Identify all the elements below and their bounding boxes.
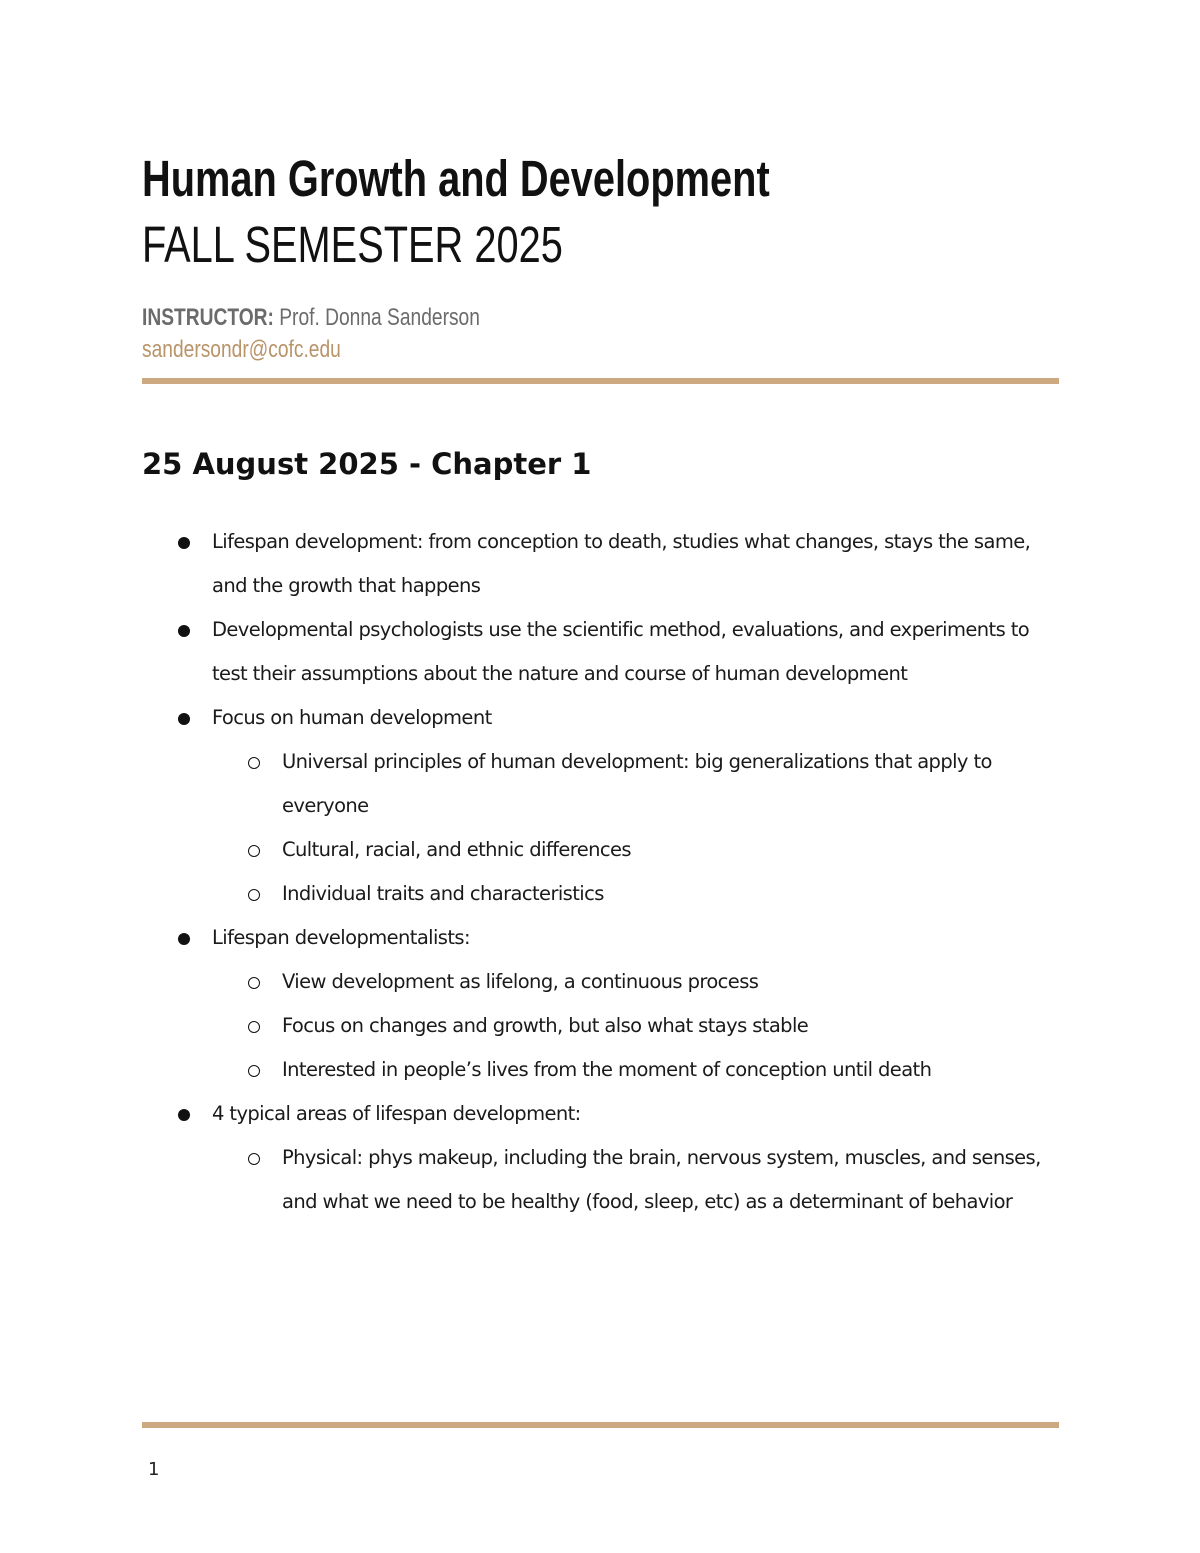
hollow-bullet-icon bbox=[248, 845, 260, 857]
sub-list-item-text: Focus on changes and growth, but also what stays stable bbox=[282, 1014, 809, 1037]
page-number: 1 bbox=[148, 1459, 160, 1480]
sub-list-item bbox=[212, 1136, 1062, 1224]
hollow-bullet-icon bbox=[248, 1065, 260, 1077]
list-item-text: Lifespan developmentalists: bbox=[212, 926, 470, 949]
filled-bullet-icon bbox=[178, 1109, 190, 1121]
sub-list-item bbox=[212, 1004, 1062, 1048]
sub-list bbox=[212, 960, 1062, 1092]
list-item bbox=[142, 1092, 1062, 1224]
sub-list-item bbox=[212, 828, 1062, 872]
list-item bbox=[142, 520, 1062, 608]
instructor-email[interactable]: sandersondr@cofc.edu bbox=[142, 336, 341, 363]
sub-list-item-text: Interested in people’s lives from the moment of conception until death bbox=[282, 1058, 932, 1081]
sub-list bbox=[212, 740, 1062, 916]
hollow-bullet-icon bbox=[248, 1021, 260, 1033]
list-item-text: Focus on human development bbox=[212, 706, 492, 729]
semester-title: FALL SEMESTER 2025 bbox=[142, 216, 563, 273]
hollow-bullet-icon bbox=[248, 757, 260, 769]
filled-bullet-icon bbox=[178, 713, 190, 725]
section-heading: 25 August 2025 - Chapter 1 bbox=[142, 447, 592, 481]
list-item bbox=[142, 916, 1062, 1092]
footer-divider bbox=[142, 1422, 1059, 1428]
list-item-text: Lifespan development: from conception to death, studies what changes, stays the same, and the growth that happens bbox=[212, 530, 1031, 597]
filled-bullet-icon bbox=[178, 537, 190, 549]
list-item bbox=[142, 696, 1062, 916]
sub-list-item bbox=[212, 1048, 1062, 1092]
sub-list-item-text: Universal principles of human development: big generalizations that apply to everyone bbox=[282, 750, 992, 817]
notes-list bbox=[142, 520, 1062, 1224]
hollow-bullet-icon bbox=[248, 889, 260, 901]
sub-list-item-text: Individual traits and characteristics bbox=[282, 882, 604, 905]
list-item-text: Developmental psychologists use the scientific method, evaluations, and experiments to test their assumptions about the nature and course of human development bbox=[212, 618, 1030, 685]
sub-list-item-text: Cultural, racial, and ethnic differences bbox=[282, 838, 631, 861]
header-divider bbox=[142, 378, 1059, 384]
list-item bbox=[142, 608, 1062, 696]
instructor-line bbox=[142, 302, 876, 334]
hollow-bullet-icon bbox=[248, 1153, 260, 1165]
sub-list-item-text: Physical: phys makeup, including the brain, nervous system, muscles, and senses, and what we need to be healthy (food, sleep, etc) as a determinant of behavior bbox=[282, 1146, 1041, 1213]
document-header bbox=[142, 148, 1060, 366]
instructor-label: INSTRUCTOR: bbox=[142, 304, 274, 331]
sub-list-item-text: View development as lifelong, a continuous process bbox=[282, 970, 759, 993]
instructor-name: Prof. Donna Sanderson bbox=[279, 304, 480, 331]
filled-bullet-icon bbox=[178, 625, 190, 637]
list-item-text: 4 typical areas of lifespan development: bbox=[212, 1102, 581, 1125]
course-title: Human Growth and Development bbox=[142, 150, 770, 207]
sub-list-item bbox=[212, 740, 1062, 828]
filled-bullet-icon bbox=[178, 933, 190, 945]
sub-list-item bbox=[212, 872, 1062, 916]
hollow-bullet-icon bbox=[248, 977, 260, 989]
sub-list bbox=[212, 1136, 1062, 1224]
sub-list-item bbox=[212, 960, 1062, 1004]
